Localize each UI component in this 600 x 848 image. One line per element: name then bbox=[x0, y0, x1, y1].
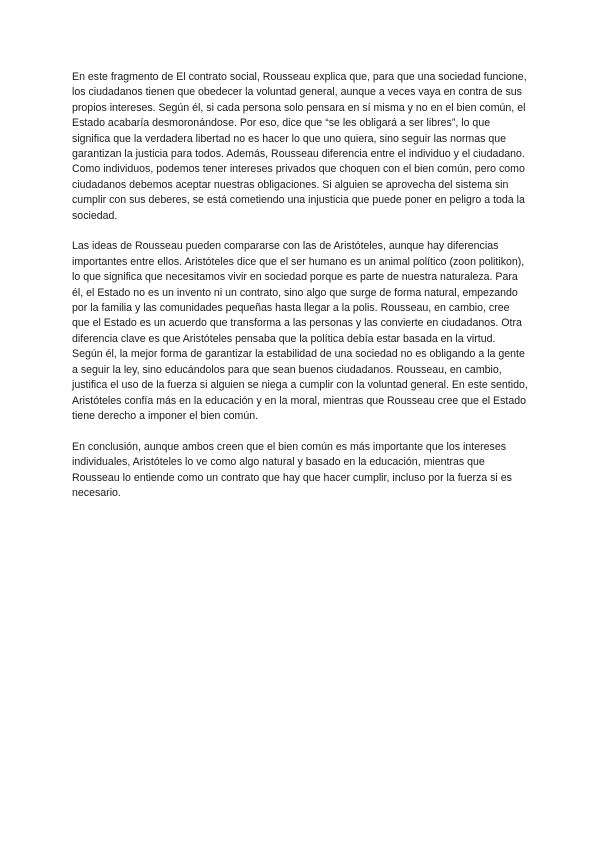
paragraph-introduction: En este fragmento de El contrato social, Rousseau explica que, para que una sociedad funcione, los ciudadanos tienen que obedecer la voluntad general, aunque a veces vaya en contra de sus propios intereses. Según él, si cada persona solo pensara en sí misma y no en el bien común, el Estado acabaría desmoronándose. Por eso, dice que “se les obligará a ser libres”, lo que significa que la verdadera libertad no es hacer lo que uno quiera, sino seguir las normas que garantizan la justicia para todos. Además, Rousseau diferencia entre el individuo y el ciudadano. Como individuos, podemos tener intereses privados que choquen con el bien común, pero como ciudadanos debemos aceptar nuestras obligaciones. Si alguien se aprovecha del sistema sin cumplir con sus deberes, se está cometiendo una injusticia que puede poner en peligro a toda la sociedad. bbox=[72, 71, 527, 222]
paragraph-conclusion: En conclusión, aunque ambos creen que el bien común es más importante que los intereses individuales, Aristóteles lo ve como algo natural y basado en la educación, mientras que Rousseau lo entiende como un contrato que hay que hacer cumplir, incluso por la fuerza si es necesario. bbox=[72, 440, 512, 499]
paragraph-comparison: Las ideas de Rousseau pueden compararse con las de Aristóteles, aunque hay diferencias importantes entre ellos. Aristóteles dice que el ser humano es un animal político (zoon politikon), lo que significa que necesitamos vivir en sociedad porque es parte de nuestra naturaleza. Para él, el Estado no es un invento ni un contrato, sino algo que surge de forma natural, empezando por la familia y las comunidades pequeñas hasta llegar a la polis. Rousseau, en cambio, cree que el Estado es un acuerdo que transforma a las personas y las convierte en ciudadanos. Otra diferencia clave es que Aristóteles pensaba que la política debía estar basada en la virtud. Según él, la mejor forma de garantizar la estabilidad de una sociedad no es obligando a la gente a seguir la ley, sino educándolos para que sean buenos ciudadanos. Rousseau, en cambio, justifica el uso de la fuerza si alguien se niega a cumplir con la voluntad general. En este sentido, Aristóteles confía más en la educación y en la moral, mientras que Rousseau cree que el Estado tiene derecho a imponer el bien común. bbox=[72, 240, 528, 422]
document-body bbox=[72, 70, 528, 517]
